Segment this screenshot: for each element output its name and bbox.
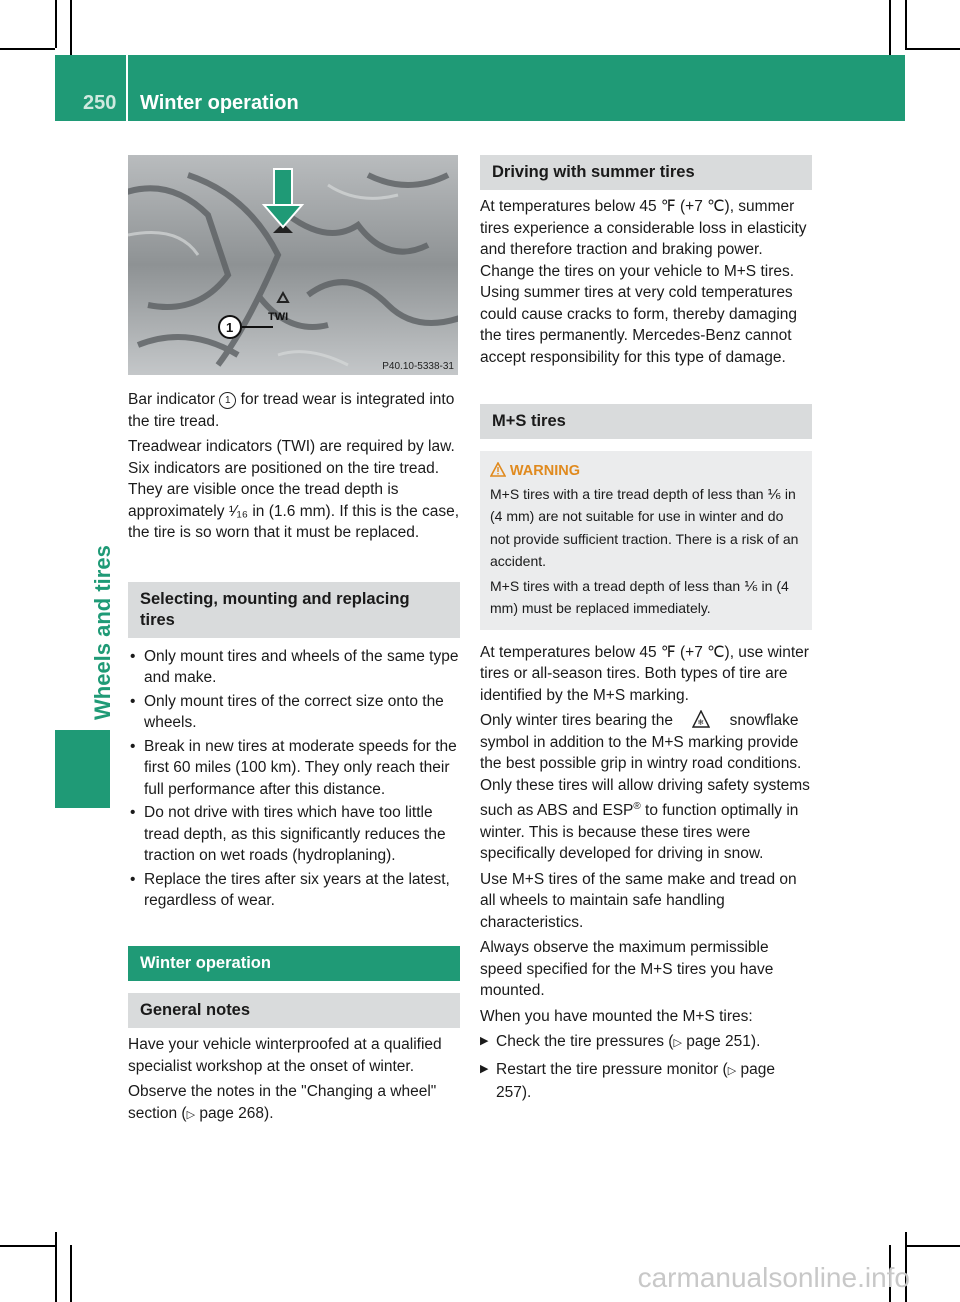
summer-paragraph: At temperatures below 45 ℉ (+7 ℃), summer tires experience a considerable loss in elasticity and therefore traction and braking power. Change the tires on your vehicle to M+S tires. Using summer tires at very cold temperatures could cause cracks to form, thereby damaging the tires permanently. Mercedes-Benz cannot accept responsibility for this type of damage. — [480, 198, 807, 366]
list-item: • Only mount tires of the correct size onto the wheels. — [128, 691, 460, 734]
warning-triangle-icon — [490, 462, 506, 477]
list-item: • Replace the tires after six years at the latest, regardless of wear. — [128, 869, 460, 912]
page-ref-icon: ▷ — [186, 1108, 196, 1121]
snowflake-mountain-icon — [677, 710, 725, 732]
step-restart-monitor: ▶ Restart the tire pressure monitor (▷ page 257). — [480, 1059, 812, 1104]
crop-mark — [889, 0, 891, 55]
page-ref-link[interactable]: page 268 — [199, 1104, 265, 1122]
twi-label: TWI — [268, 311, 289, 323]
ms-paragraph-1: At temperatures below 45 ℉ (+7 ℃), use winter tires or all-season tires. Both types of tire are identified by the M+S marking. — [480, 643, 809, 704]
left-column — [128, 389, 460, 1130]
step-check-pressures: ▶ Check the tire pressures (▷ page 251). — [480, 1031, 812, 1055]
list-item: • Do not drive with tires which have too little tread depth, as this significantly reduces the traction on wet roads (hydroplaning). — [128, 802, 460, 867]
crop-mark — [70, 0, 72, 55]
ms-paragraph-5: When you have mounted the M+S tires: — [480, 1007, 753, 1025]
intro-paragraph-2: Treadwear indicators (TWI) are required by law. Six indicators are positioned on the tire tread. They are visible once the tread depth is approximately ¹⁄₁₆ in (1.6 mm). If this is the case, the tire is so worn that it must be replaced. — [128, 438, 460, 541]
page-number: 250 — [83, 92, 117, 114]
crop-mark — [0, 48, 55, 50]
list-item: • Only mount tires and wheels of the same type and make. — [128, 646, 460, 689]
intro-paragraph-1: Bar indicator 1 for tread wear is integrated into the tire tread. — [128, 391, 455, 430]
crop-mark — [55, 1232, 57, 1302]
ms-paragraph-3: Use M+S tires of the same make and tread on all wheels to maintain safe handling characteristics. — [480, 870, 797, 931]
crop-mark — [905, 48, 960, 50]
svg-text:❄: ❄ — [697, 718, 705, 727]
figure-caption: P40.10-5338-31 — [382, 361, 454, 372]
section-heading-general: General notes — [128, 993, 460, 1028]
right-column — [480, 155, 812, 1108]
ms-paragraph-4: Always observe the maximum permissible speed specified for the M+S tires you have mounted. — [480, 939, 774, 1000]
tire-tread-figure — [128, 155, 458, 375]
crop-mark — [905, 1245, 960, 1247]
callout-marker-label: 1 — [226, 320, 234, 335]
general-paragraph-2: Observe the notes in the "Changing a wheel" section (▷ page 268). — [128, 1083, 437, 1122]
general-paragraph-1: Have your vehicle winterproofed at a qualified specialist workshop at the onset of winter. — [128, 1036, 442, 1075]
crop-mark — [0, 1245, 55, 1247]
list-item: • Break in new tires at moderate speeds for the first 60 miles (100 km). They only reach their full performance after this distance. — [128, 736, 460, 801]
crop-mark — [55, 0, 57, 48]
section-heading-summer: Driving with summer tires — [480, 155, 812, 190]
tire-bullets — [128, 646, 460, 912]
callout-1-icon: 1 — [219, 392, 236, 409]
page-ref-link[interactable]: page 251 — [686, 1033, 751, 1051]
crop-mark — [905, 0, 907, 48]
page-ref-link[interactable]: page 257 — [496, 1060, 775, 1102]
tire-tread-illustration — [128, 155, 458, 375]
side-tab-label: Wheels and tires — [90, 545, 115, 720]
section-heading-selecting: Selecting, mounting and replacing tires — [128, 582, 460, 638]
crop-mark — [70, 1245, 72, 1302]
side-tab-block — [55, 730, 110, 808]
ms-paragraph-2: Only winter tires bearing the ❄ snowflake symbol in addition to the M+S marking provide the best possible grip in wintry road conditions. Only these tires will allow driving safety systems such as ABS and ESP® to function optimally in winter. This is because these tires were specifically developed for driving in snow. — [480, 712, 810, 863]
warning-box — [480, 451, 812, 630]
warning-text-2: M+S tires with a tread depth of less than ⅙ in (4 mm) must be replaced immediately. — [490, 577, 789, 616]
section-heading-winter: Winter operation — [128, 946, 460, 982]
warning-heading: WARNING — [490, 459, 802, 483]
page-title: Winter operation — [140, 92, 299, 114]
page-ref-icon: ▷ — [727, 1064, 737, 1077]
page-ref-icon: ▷ — [673, 1037, 682, 1050]
header-divider — [126, 55, 128, 121]
warning-text-1: M+S tires with a tire tread depth of less than ⅙ in (4 mm) are not suitable for use in winter and do not provide sufficient traction. There is a risk of an accident. — [490, 485, 799, 569]
section-heading-ms: M+S tires — [480, 404, 812, 439]
watermark: carmanualsonline.info — [637, 1262, 910, 1293]
